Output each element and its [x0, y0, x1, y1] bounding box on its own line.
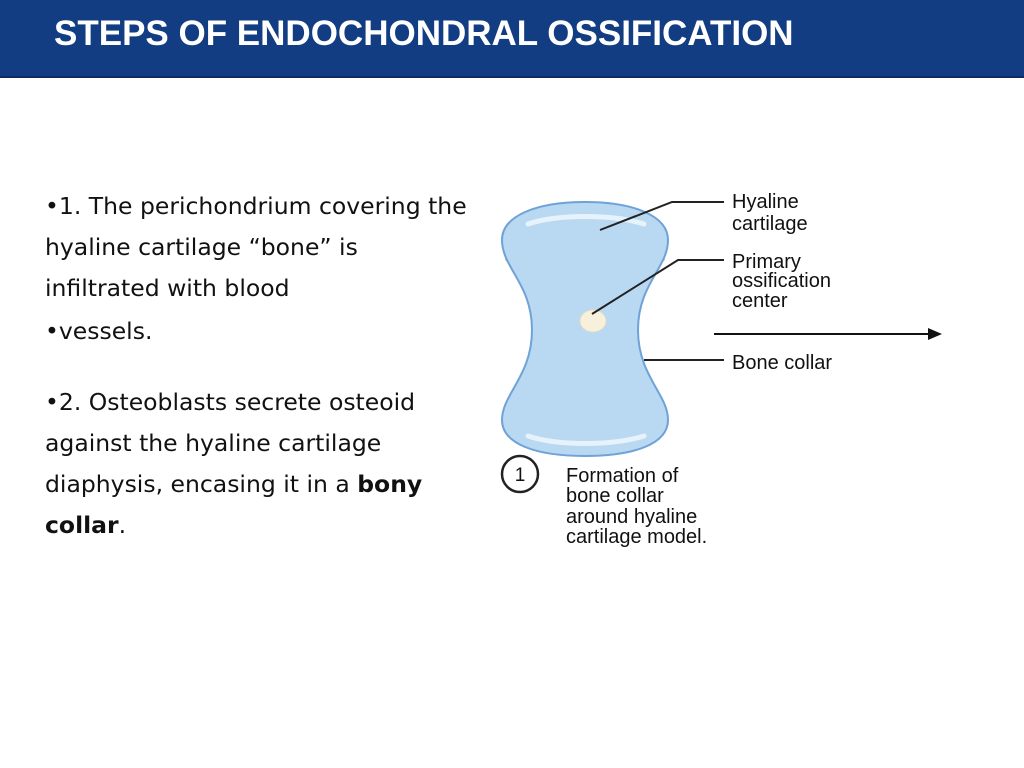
caption-line-4: cartilage model. — [566, 526, 708, 548]
bullet-item-3 — [45, 382, 477, 546]
bullet-prefix: •1. — [45, 192, 89, 220]
label-primary-line1: Primary — [732, 251, 801, 273]
caption-line-1: Formation of — [566, 465, 679, 487]
step-number-text: 1 — [514, 465, 526, 486]
bullet-bold-term: bony collar — [45, 470, 423, 539]
label-hyaline-line2: cartilage — [732, 213, 808, 235]
label-hyaline-line1: Hyaline — [732, 191, 799, 213]
bullet-list — [45, 186, 477, 546]
caption-line-2: bone collar — [566, 485, 664, 507]
bullet-item-2 — [45, 311, 477, 352]
bullet-prefix: • — [45, 317, 59, 345]
bullet-item-1 — [45, 186, 477, 309]
bullet-text: vessels. — [58, 317, 153, 345]
bullet-prefix: •2. — [45, 388, 89, 416]
label-primary-line2: ossification — [732, 270, 831, 292]
slide-title: STEPS OF ENDOCHONDRAL OSSIFICATION — [54, 14, 794, 53]
bullet-suffix: . — [118, 511, 127, 539]
label-primary-line3: center — [732, 290, 788, 312]
bullet-text: Osteoblasts secrete osteoid against the hyaline cartilage diaphysis, encasing it in a — [45, 388, 416, 498]
bullet-text: The perichondrium covering the hyaline cartilage “bone” is infiltrated with blood — [45, 192, 467, 302]
label-bone-collar: Bone collar — [732, 352, 833, 374]
caption-line-3: around hyaline — [566, 506, 698, 528]
arrow-head-icon — [928, 328, 942, 340]
title-bar — [0, 0, 1024, 78]
bone-diagram — [488, 180, 948, 560]
